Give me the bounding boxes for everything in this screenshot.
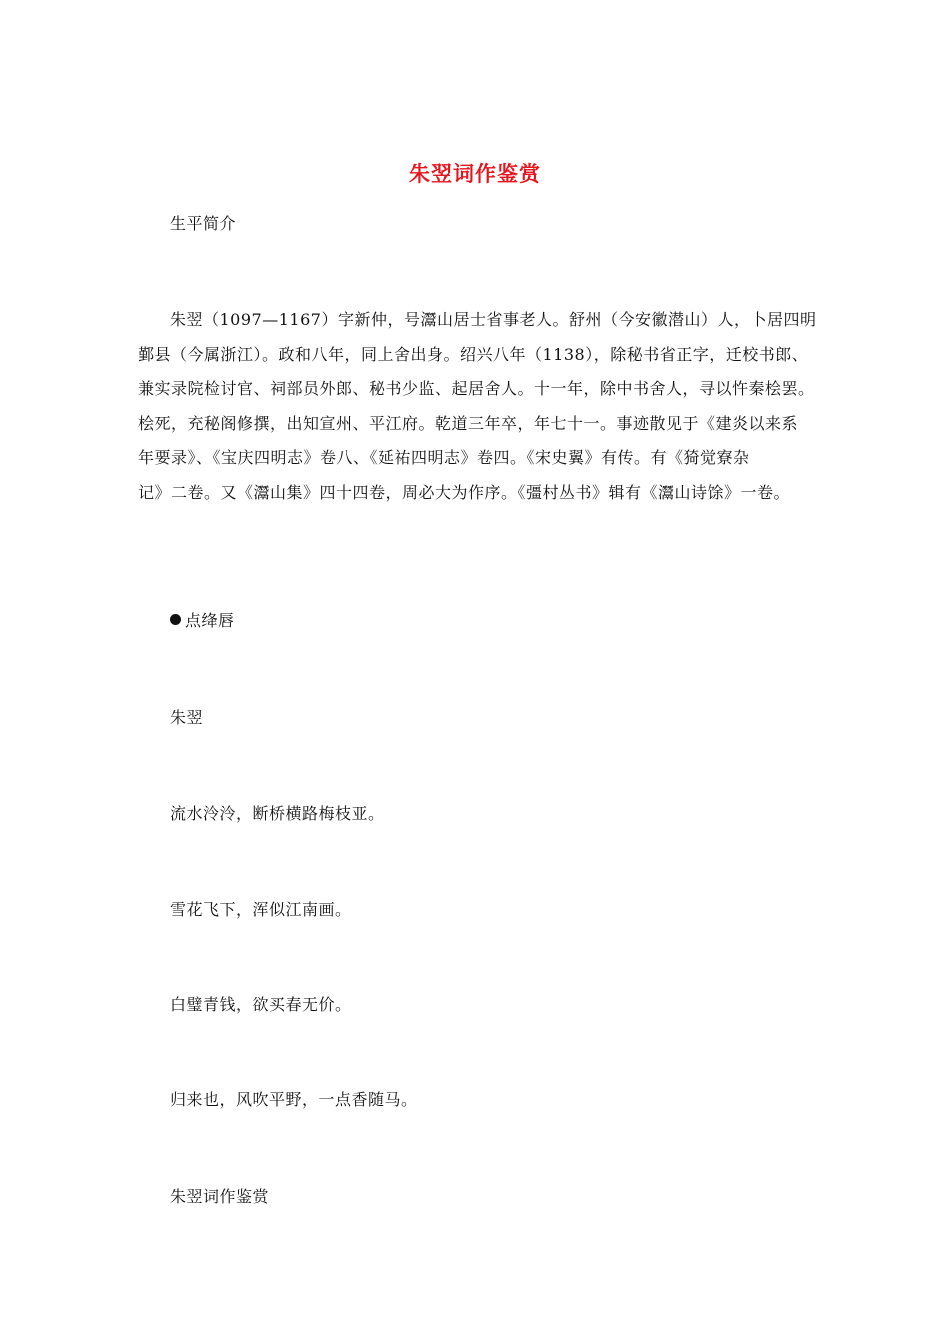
- bio-line: 鄞县（今属浙江）。政和八年，同上舍出身。绍兴八年（1138），除秘书省正字，迁校书郎、: [138, 344, 809, 364]
- bio-line: 桧死，充秘阁修撰，出知宣州、平江府。乾道三年卒，年七十一。事迹散见于《建炎以来系: [138, 413, 799, 433]
- poem-author: 朱翌: [170, 708, 204, 727]
- bio-line: 朱翌（1097—1167）字新仲，号灊山居士省事老人。舒州（今安徽潜山）人，卜居四明: [170, 310, 817, 329]
- poem-line: 白璧青钱，欲买春无价。: [170, 995, 352, 1014]
- poem-line: 归来也，风吹平野，一点香随马。: [170, 1090, 418, 1109]
- poem-title-row: [170, 608, 235, 631]
- footer-text: 朱翌词作鉴赏: [170, 1187, 270, 1206]
- poem-line: 雪花飞下，浑似江南画。: [170, 900, 352, 919]
- bio-line: 兼实录院检讨官、祠部员外郎、秘书少监、起居舍人。十一年，除中书舍人，寻以忤秦桧罢。: [138, 379, 815, 398]
- poem-title: 点绛唇: [185, 611, 235, 630]
- section-heading: 生平简介: [170, 214, 237, 233]
- bio-line: 年要录》、《宝庆四明志》卷八、《延祐四明志》卷四。《宋史翼》有传。有《猗觉寮杂: [138, 448, 750, 467]
- bullet-icon: [170, 614, 181, 625]
- bio-line: 记》二卷。又《灊山集》四十四卷，周必大为作序。《彊村丛书》辑有《灊山诗馀》一卷。: [138, 482, 791, 502]
- poem-line: 流水泠泠，断桥横路梅枝亚。: [170, 804, 385, 823]
- biography-paragraph: [138, 303, 828, 510]
- page-title: 朱翌词作鉴赏: [409, 162, 541, 186]
